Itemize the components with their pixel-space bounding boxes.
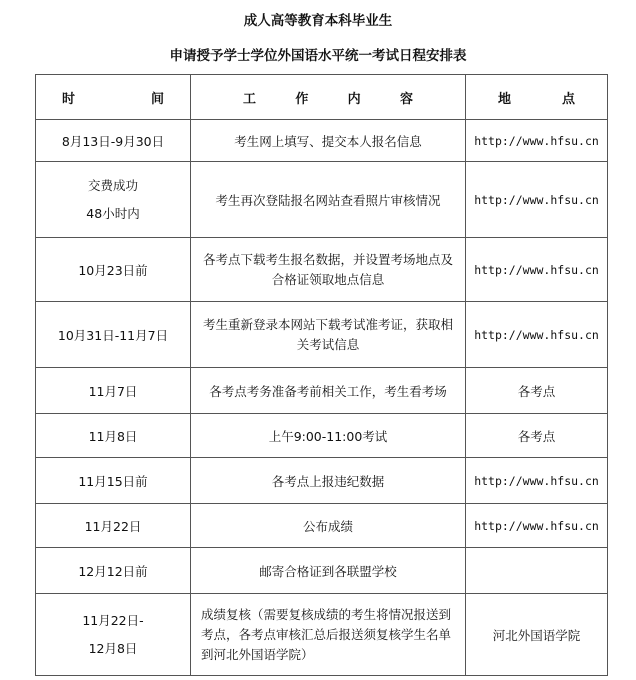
row-work-line: 合格证领取地点信息 xyxy=(271,271,385,287)
row-place xyxy=(466,548,608,594)
row-work-line: 考生重新登录本网站下载考试准考证，获取相 xyxy=(202,316,453,332)
row-place: 各考点 xyxy=(466,368,608,414)
header-work xyxy=(191,75,466,120)
row-place-link[interactable]: http://www.hfsu.cn xyxy=(466,120,608,162)
row-work xyxy=(191,302,466,368)
row-time-line: 48小时内 xyxy=(86,205,140,221)
row-time: 10月23日前 xyxy=(36,238,191,302)
table-row xyxy=(36,162,608,238)
row-time: 11月7日 xyxy=(36,368,191,414)
row-time: 11月8日 xyxy=(36,414,191,458)
header-place-char: 地 xyxy=(498,91,512,107)
table-row xyxy=(36,120,608,162)
header-place xyxy=(466,75,608,120)
table-row xyxy=(36,594,608,676)
row-place: 河北外国语学院 xyxy=(466,594,608,676)
row-work-line: 成绩复核（需要复核成绩的考生将情况报送到 xyxy=(201,606,452,622)
row-work: 考生网上填写、提交本人报名信息 xyxy=(191,120,466,162)
table-row xyxy=(36,458,608,504)
table-row xyxy=(36,238,608,302)
row-work-line: 考点，各考点审核汇总后报送须复核学生名单 xyxy=(201,626,452,642)
row-place-link[interactable]: http://www.hfsu.cn xyxy=(466,238,608,302)
row-work: 各考点上报违纪数据 xyxy=(191,458,466,504)
row-time-line: 交费成功 xyxy=(87,177,138,193)
row-time: 8月13日-9月30日 xyxy=(36,120,191,162)
page-subtitle: 申请授予学士学位外国语水平统一考试日程安排表 xyxy=(169,48,467,64)
table-row xyxy=(36,504,608,548)
row-time: 11月22日 xyxy=(36,504,191,548)
table-row xyxy=(36,302,608,368)
row-work: 邮寄合格证到各联盟学校 xyxy=(191,548,466,594)
row-work: 公布成绩 xyxy=(191,504,466,548)
header-time-char: 时 xyxy=(62,91,76,107)
header-time-char: 间 xyxy=(150,91,164,107)
row-place-link[interactable]: http://www.hfsu.cn xyxy=(466,302,608,368)
row-work-line: 关考试信息 xyxy=(296,336,360,352)
table-row xyxy=(36,414,608,458)
header-work-char: 容 xyxy=(399,91,413,107)
schedule-table xyxy=(35,74,608,676)
row-time xyxy=(36,162,191,238)
row-time-line: 11月22日- xyxy=(82,612,144,628)
row-work xyxy=(191,594,466,676)
row-time xyxy=(36,594,191,676)
row-time: 12月12日前 xyxy=(36,548,191,594)
table-row xyxy=(36,548,608,594)
row-place: 各考点 xyxy=(466,414,608,458)
row-work: 考生再次登陆报名网站查看照片审核情况 xyxy=(191,162,466,238)
row-time: 10月31日-11月7日 xyxy=(36,302,191,368)
row-time: 11月15日前 xyxy=(36,458,191,504)
row-work-line: 到河北外国语学院） xyxy=(201,646,314,662)
row-work: 上午9:00-11:00考试 xyxy=(191,414,466,458)
header-work-char: 工 xyxy=(243,91,257,107)
row-place-link[interactable]: http://www.hfsu.cn xyxy=(466,162,608,238)
row-work xyxy=(191,238,466,302)
row-place-link[interactable]: http://www.hfsu.cn xyxy=(466,504,608,548)
row-work: 各考点考务准备考前相关工作，考生看考场 xyxy=(191,368,466,414)
header-work-char: 内 xyxy=(347,91,361,107)
table-header-row xyxy=(36,75,608,120)
row-place-link[interactable]: http://www.hfsu.cn xyxy=(466,458,608,504)
header-work-char: 作 xyxy=(295,91,309,107)
header-place-char: 点 xyxy=(561,91,575,107)
table-row xyxy=(36,368,608,414)
header-time xyxy=(36,75,191,120)
row-time-line: 12月8日 xyxy=(88,640,138,656)
page-title: 成人高等教育本科毕业生 xyxy=(243,13,393,29)
row-work-line: 各考点下载考生报名数据，并设置考场地点及 xyxy=(202,251,453,267)
